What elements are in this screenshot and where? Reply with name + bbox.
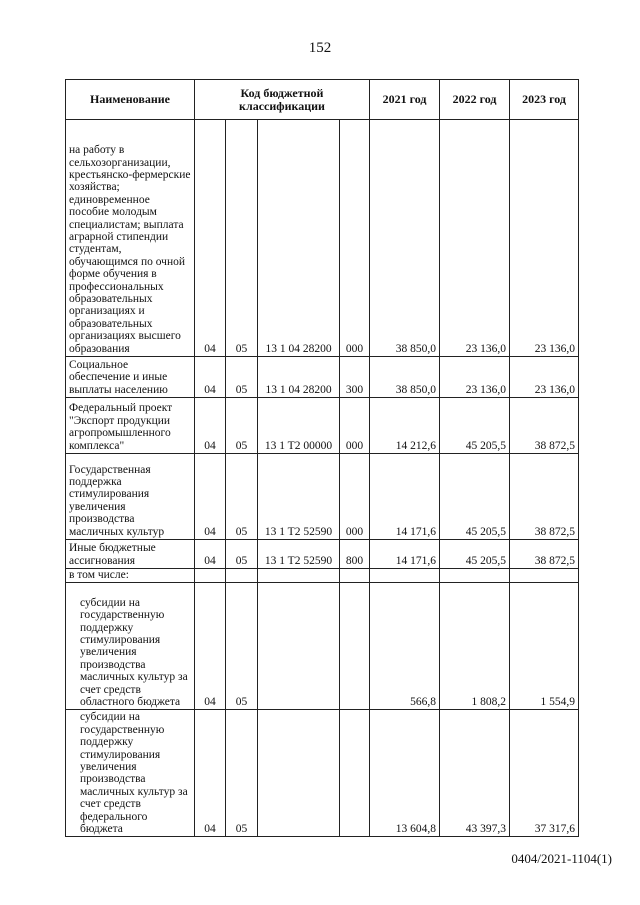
code-subsection: 05 bbox=[226, 357, 258, 398]
code-section: 04 bbox=[195, 357, 226, 398]
value-2022: 45 205,5 bbox=[440, 540, 510, 569]
budget-table bbox=[65, 79, 579, 837]
value-2021: 14 212,6 bbox=[370, 398, 440, 454]
value-2023: 38 872,5 bbox=[510, 398, 579, 454]
row-name: субсидии на государственную поддержку стимулирования увеличения производства масличных культур за счет средств областного бюджета bbox=[66, 583, 195, 710]
code-subsection: 05 bbox=[226, 710, 258, 837]
code-expense-type bbox=[340, 710, 370, 837]
value-2023: 23 136,0 bbox=[510, 120, 579, 357]
code-expense-type bbox=[340, 583, 370, 710]
header-code: Код бюджетной классификации bbox=[195, 80, 370, 120]
document-code: 0404/2021-1104(1) bbox=[511, 851, 612, 866]
code-target: 13 1 T2 52590 bbox=[258, 540, 340, 569]
value-2023: 38 872,5 bbox=[510, 540, 579, 569]
value-2022: 45 205,5 bbox=[440, 454, 510, 540]
code-expense-type: 300 bbox=[340, 357, 370, 398]
code-expense-type: 000 bbox=[340, 398, 370, 454]
header-2021: 2021 год bbox=[370, 80, 440, 120]
row-name: на работу в сельхозорганизации, крестьянско-фермерские хозяйства; единовременное пособие молодым специалистам; выплата аграрной стипендии студентам, обучающимся по очной форме обучения в профессиональных образовательных организациях и образовательных организациях высшего образования bbox=[66, 120, 195, 357]
value-2023: 37 317,6 bbox=[510, 710, 579, 837]
header-2023: 2023 год bbox=[510, 80, 579, 120]
code-subsection bbox=[226, 569, 258, 583]
table-row bbox=[66, 357, 579, 398]
code-expense-type: 800 bbox=[340, 540, 370, 569]
code-target bbox=[258, 569, 340, 583]
value-2021: 14 171,6 bbox=[370, 454, 440, 540]
value-2021: 38 850,0 bbox=[370, 357, 440, 398]
header-row bbox=[66, 80, 579, 120]
code-subsection: 05 bbox=[226, 454, 258, 540]
table-row bbox=[66, 583, 579, 710]
code-section bbox=[195, 569, 226, 583]
row-name: Социальное обеспечение и иные выплаты населению bbox=[66, 357, 195, 398]
table-row bbox=[66, 454, 579, 540]
table-row bbox=[66, 540, 579, 569]
code-expense-type bbox=[340, 569, 370, 583]
code-subsection: 05 bbox=[226, 540, 258, 569]
value-2021 bbox=[370, 569, 440, 583]
code-target: 13 1 T2 00000 bbox=[258, 398, 340, 454]
value-2022: 1 808,2 bbox=[440, 583, 510, 710]
value-2022: 23 136,0 bbox=[440, 120, 510, 357]
code-subsection: 05 bbox=[226, 583, 258, 710]
value-2023: 23 136,0 bbox=[510, 357, 579, 398]
value-2022 bbox=[440, 569, 510, 583]
value-2021: 566,8 bbox=[370, 583, 440, 710]
table-row bbox=[66, 710, 579, 837]
value-2023 bbox=[510, 569, 579, 583]
value-2023: 38 872,5 bbox=[510, 454, 579, 540]
code-expense-type: 000 bbox=[340, 120, 370, 357]
code-section: 04 bbox=[195, 583, 226, 710]
value-2023: 1 554,9 bbox=[510, 583, 579, 710]
row-name: Государственная поддержка стимулирования увеличения производства масличных культур bbox=[66, 454, 195, 540]
value-2021: 38 850,0 bbox=[370, 120, 440, 357]
code-target bbox=[258, 710, 340, 837]
code-target bbox=[258, 583, 340, 710]
code-subsection: 05 bbox=[226, 398, 258, 454]
header-2022: 2022 год bbox=[440, 80, 510, 120]
value-2022: 45 205,5 bbox=[440, 398, 510, 454]
header-name: Наименование bbox=[66, 80, 195, 120]
table-row bbox=[66, 398, 579, 454]
value-2021: 13 604,8 bbox=[370, 710, 440, 837]
table-row bbox=[66, 120, 579, 357]
value-2021: 14 171,6 bbox=[370, 540, 440, 569]
code-subsection: 05 bbox=[226, 120, 258, 357]
code-section: 04 bbox=[195, 120, 226, 357]
code-target: 13 1 04 28200 bbox=[258, 120, 340, 357]
row-name: субсидии на государственную поддержку стимулирования увеличения производства масличных культур за счет средств федерального бюджета bbox=[66, 710, 195, 837]
code-target: 13 1 T2 52590 bbox=[258, 454, 340, 540]
row-name: Иные бюджетные ассигнования bbox=[66, 540, 195, 569]
code-section: 04 bbox=[195, 540, 226, 569]
page-number: 152 bbox=[308, 40, 332, 56]
code-section: 04 bbox=[195, 710, 226, 837]
row-name: в том числе: bbox=[66, 569, 195, 583]
code-section: 04 bbox=[195, 454, 226, 540]
code-target: 13 1 04 28200 bbox=[258, 357, 340, 398]
row-name: Федеральный проект "Экспорт продукции агропромышленного комплекса" bbox=[66, 398, 195, 454]
code-expense-type: 000 bbox=[340, 454, 370, 540]
value-2022: 23 136,0 bbox=[440, 357, 510, 398]
value-2022: 43 397,3 bbox=[440, 710, 510, 837]
table-row bbox=[66, 569, 579, 583]
code-section: 04 bbox=[195, 398, 226, 454]
